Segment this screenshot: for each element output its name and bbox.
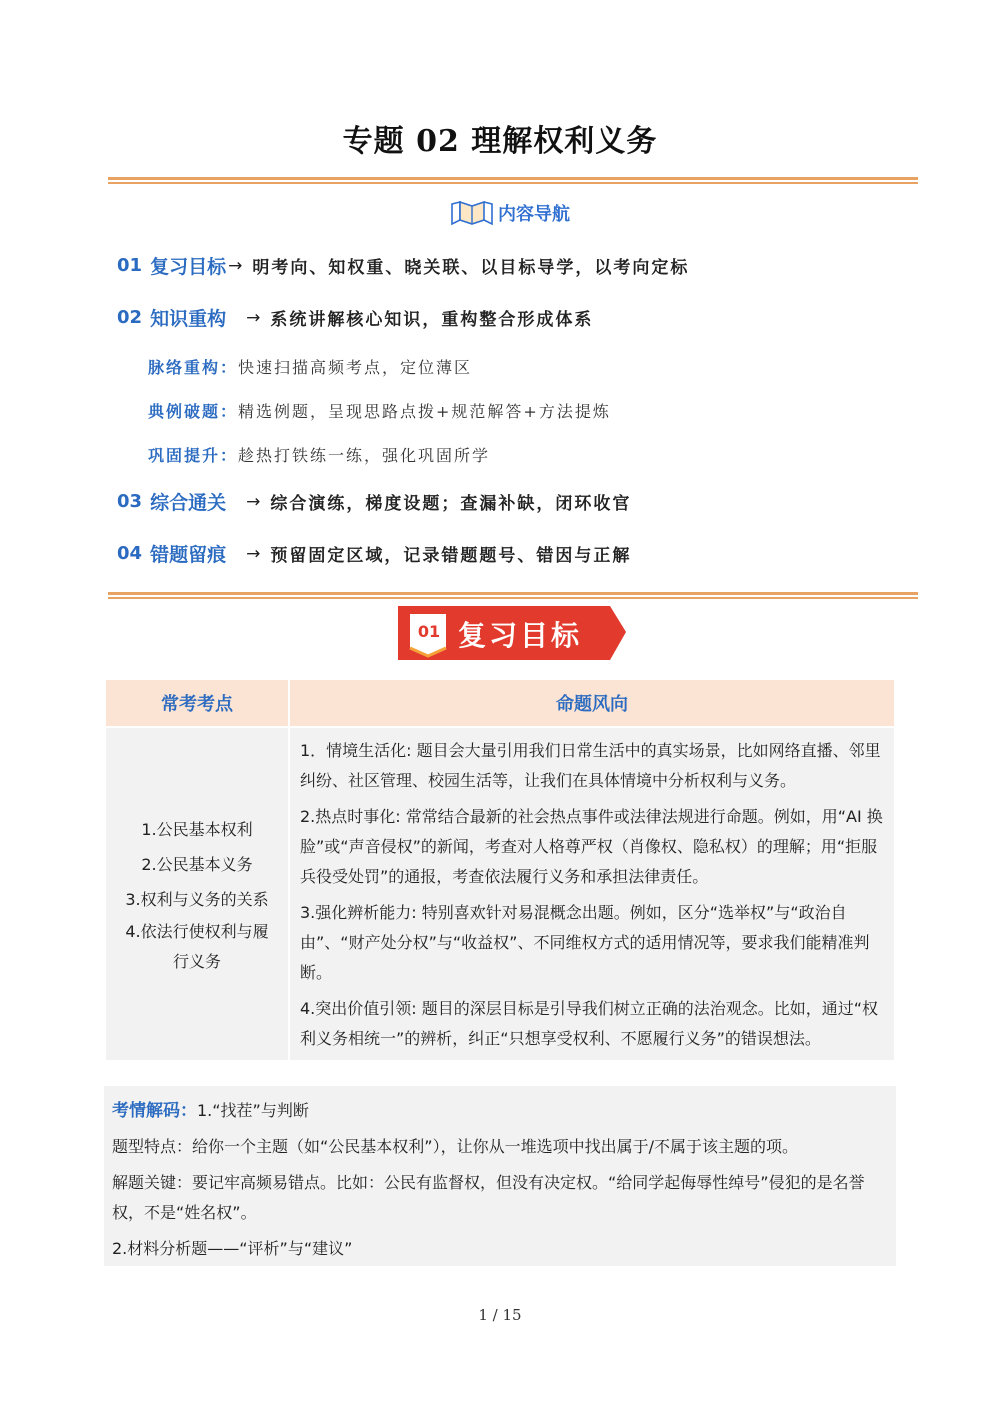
arrow-right-icon: → bbox=[228, 255, 243, 276]
nav-subitem-desc: 精选例题，呈现思路点拨+规范解答+方法提炼 bbox=[238, 402, 611, 421]
nav-subitem-consolidate bbox=[148, 443, 490, 466]
exam-point-item: 行义务 bbox=[172, 951, 221, 971]
trend-item: 4.突出价值引领: 题目的深层目标是引导我们树立正确的法治观念。比如，通过“权利义务相统一”的辨析，纠正“只想享受权利、不愿履行义务”的错误想法。 bbox=[300, 999, 879, 1048]
arrow-right-icon: → bbox=[246, 307, 261, 328]
nav-subitem-outline bbox=[148, 355, 472, 378]
trends-cell bbox=[289, 727, 895, 1061]
nav-subitem-label: 脉络重构： bbox=[148, 358, 239, 377]
divider-middle bbox=[108, 592, 918, 599]
nav-subitem-desc: 快速扫描高频考点，定位薄区 bbox=[238, 358, 473, 377]
section-banner bbox=[398, 604, 628, 662]
column-header-trends: 命题风向 bbox=[289, 679, 895, 727]
exam-point-item: 2.公民基本义务 bbox=[141, 854, 253, 874]
nav-item-number: 02 bbox=[117, 307, 143, 328]
book-icon bbox=[450, 200, 494, 226]
content-nav-heading bbox=[450, 198, 570, 228]
divider-top bbox=[108, 177, 918, 184]
nav-item-number: 04 bbox=[117, 543, 143, 564]
trend-item: 1．情境生活化: 题目会大量引用我们日常生活中的真实场景，比如网络直播、邻里纠纷、社区管理、校园生活等，让我们在具体情境中分析权利与义务。 bbox=[300, 741, 881, 790]
exam-point-item: 3.权利与义务的关系 bbox=[125, 889, 269, 909]
trend-item: 2.热点时事化: 常常结合最新的社会热点事件或法律法规进行命题。例如，用“AI 换脸”或“声音侵权”的新闻，考查对人格尊严权（肖像权、隐私权）的理解；用“拒服兵役受处罚”的通报，考查依法履行义务和承担法律责任。 bbox=[300, 807, 883, 886]
review-table bbox=[104, 678, 896, 1062]
nav-item-desc: 综合演练，梯度设题；查漏补缺，闭环收官 bbox=[270, 494, 632, 514]
banner-title: 复习目标 bbox=[458, 619, 583, 652]
exam-point-item: 4.依法行使权利与履 bbox=[125, 921, 269, 941]
decode-line: 2.材料分析题——“评析”与“建议” bbox=[112, 1239, 353, 1258]
nav-subitem-examples bbox=[148, 399, 611, 422]
page-number: 1 / 15 bbox=[478, 1306, 522, 1324]
nav-item-review-goals bbox=[117, 252, 689, 279]
nav-item-label: 知识重构 bbox=[150, 308, 227, 330]
banner-number: 01 bbox=[417, 622, 441, 641]
nav-item-desc: 预留固定区域，记录错题题号、错因与正解 bbox=[270, 546, 632, 566]
exam-points-cell bbox=[105, 727, 289, 1061]
nav-item-number: 03 bbox=[117, 491, 143, 512]
nav-item-knowledge-rebuild bbox=[117, 304, 593, 331]
nav-item-comprehensive bbox=[117, 488, 631, 515]
decode-label: 考情解码： bbox=[112, 1101, 197, 1121]
nav-item-label: 错题留痕 bbox=[150, 544, 227, 566]
nav-item-number: 01 bbox=[117, 255, 143, 276]
content-nav-title: 内容导航 bbox=[498, 204, 570, 225]
arrow-right-icon: → bbox=[246, 543, 261, 564]
column-header-points: 常考考点 bbox=[105, 679, 289, 727]
nav-item-desc: 系统讲解核心知识，重构整合形成体系 bbox=[270, 310, 594, 330]
nav-item-label: 复习目标 bbox=[150, 256, 227, 278]
arrow-right-icon: → bbox=[246, 491, 261, 512]
nav-subitem-label: 巩固提升： bbox=[148, 446, 239, 465]
nav-subitem-label: 典例破题： bbox=[148, 402, 239, 421]
decode-line: 解题关键：要记牢高频易错点。比如：公民有监督权，但没有决定权。“给同学起侮辱性绰号”侵犯的是名誉权，不是“姓名权”。 bbox=[112, 1173, 865, 1222]
nav-item-desc: 明考向、知权重、晓关联、以目标导学，以考向定标 bbox=[252, 258, 690, 278]
nav-item-mistakes bbox=[117, 540, 631, 567]
page-title: 专题 02 理解权利义务 bbox=[342, 124, 658, 159]
exam-decode-box bbox=[104, 1086, 896, 1266]
nav-subitem-desc: 趁热打铁练一练，强化巩固所学 bbox=[238, 446, 491, 465]
trend-item: 3.强化辨析能力: 特别喜欢针对易混概念出题。例如，区分“选举权”与“政治自由”、“财产处分权”与“收益权”、不同维权方式的适用情况等，要求我们能精准判断。 bbox=[300, 903, 870, 982]
nav-item-label: 综合通关 bbox=[150, 492, 227, 514]
exam-point-item: 1.公民基本权利 bbox=[141, 819, 253, 839]
decode-first-line: 1.“找茬”与判断 bbox=[197, 1101, 309, 1120]
decode-line: 题型特点：给你一个主题（如“公民基本权利”），让你从一堆选项中找出属于/不属于该主题的项。 bbox=[112, 1137, 798, 1156]
